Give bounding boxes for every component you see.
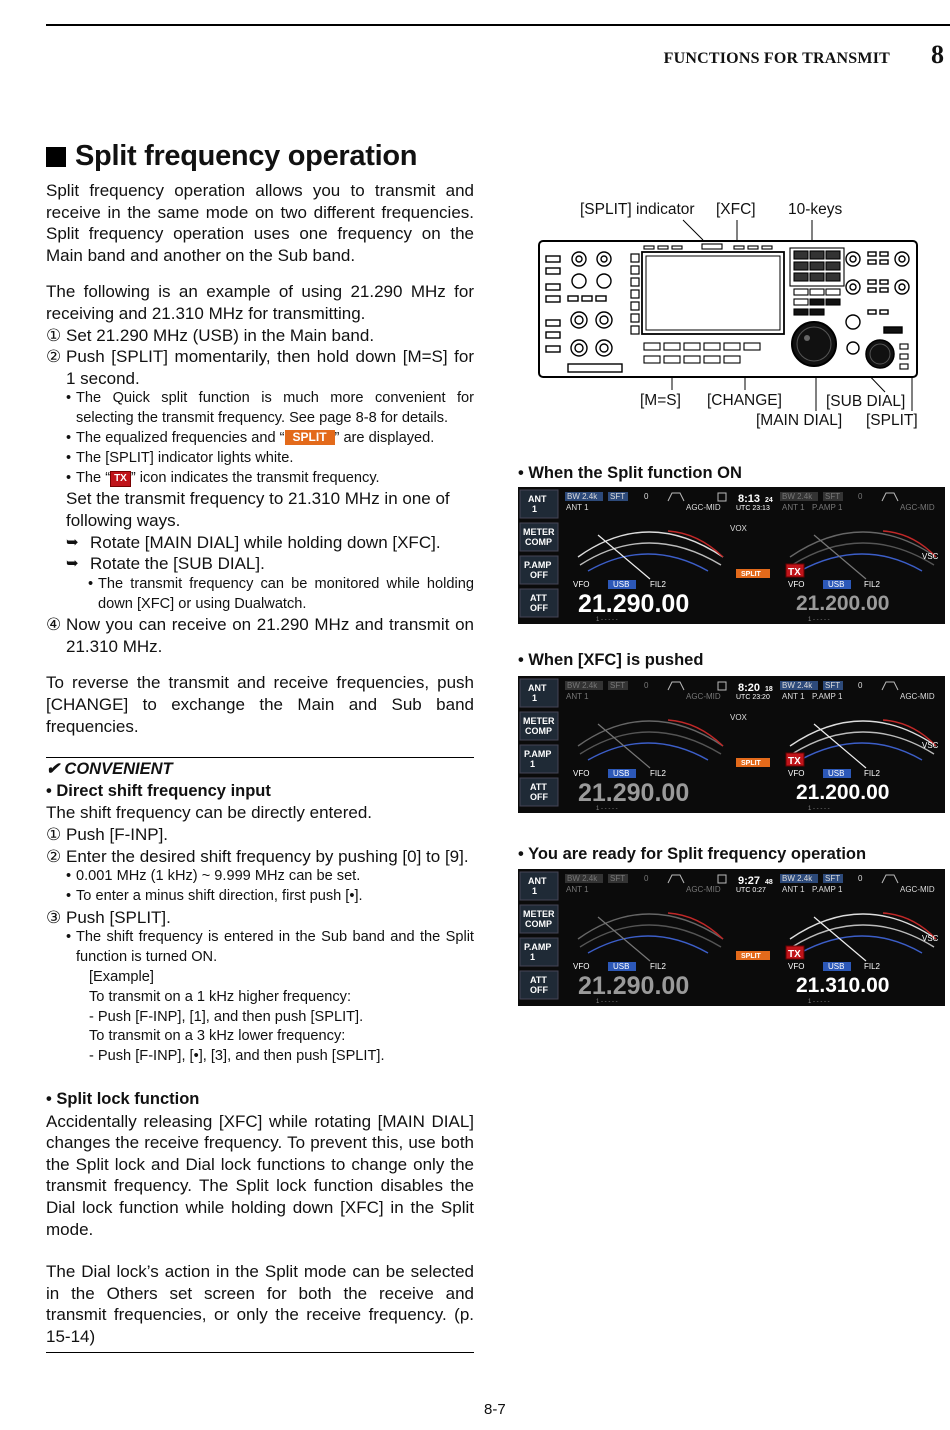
example-line: - Push [F-INP], [•], [3], and then push [SPLIT]. [89, 1048, 385, 1065]
conv-step-2: ② Enter the desired shift frequency by pushing [0] to [9]. [46, 846, 469, 866]
tx-badge: TX [110, 471, 131, 487]
sub-sft-value: 0 [858, 681, 863, 690]
screen-caption: • When the Split function ON [518, 464, 742, 482]
ant-key-value: 1 [532, 504, 538, 514]
top-rule [46, 24, 950, 26]
label-10-keys: 10-keys [788, 201, 843, 218]
transceiver-screen [518, 487, 945, 624]
split-tag: SPLIT [741, 953, 761, 960]
clock-seconds: 24 [765, 497, 773, 504]
meter-key: METER [523, 716, 555, 726]
convenient-rule [46, 757, 474, 758]
step-2: ② Push [SPLIT] momentarily, then hold down [M=S] for 1 second. [46, 347, 474, 388]
sub-vsc-label: VSC [922, 552, 939, 561]
sft-label: SFT [610, 874, 626, 883]
ant-key-value: 1 [532, 886, 538, 896]
mode-label: USB [613, 962, 630, 971]
meter-key: METER [523, 909, 555, 919]
example-label: [Example] [89, 969, 154, 986]
main-frequency: 21.290.00 [578, 590, 690, 618]
main-frequency: 21.290.00 [578, 779, 690, 807]
intro-paragraph: Split frequency operation allows you to transmit and receive in the same mode on two different frequencies. Split frequency operation uses one frequency on the Main band and another on the Sub band. [46, 181, 474, 265]
pamp-key-value: OFF [530, 570, 548, 580]
split-lock-heading: • Split lock function [46, 1090, 200, 1108]
ant-key-value: 1 [532, 693, 538, 703]
split-lock-text: Accidentally releasing [XFC] while rotating [MAIN DIAL] changes the receive frequency. To prevent this, use both the Split lock and Dial lock functions to change only the transmit frequency. The Split lock function disables the Dial lock function while holding down [XFC] in the Split mode. [46, 1111, 474, 1239]
clock-time: 8:13 [738, 493, 761, 505]
method-main-dial: ➥ Rotate [MAIN DIAL] while holding down [XFC]. [66, 532, 441, 552]
vfo-label: VFO [573, 580, 590, 589]
utc-time: UTC 0:27 [736, 887, 766, 894]
att-key: ATT [530, 782, 547, 792]
memory-dashes: 1 - - - - - [596, 999, 618, 1005]
screen-caption: • When [XFC] is pushed [518, 651, 704, 669]
sub-memory-dashes: 1 - - - - - [808, 617, 830, 623]
clock-time: 9:27 [738, 875, 761, 887]
running-header: FUNCTIONS FOR TRANSMIT [663, 50, 890, 67]
att-key-value: OFF [530, 603, 548, 613]
vox-label: VOX [730, 524, 747, 533]
reverse-paragraph: To reverse the transmit and receive frequencies, push [CHANGE] to exchange the Main and Sub band frequencies. [46, 673, 474, 736]
sub-sft-value: 0 [858, 492, 863, 501]
sub-mode-label: USB [828, 580, 845, 589]
meter-key-value: COMP [525, 726, 552, 736]
ant-key: ANT [528, 683, 547, 693]
ant1-label: ANT 1 [566, 692, 589, 701]
split-tag: SPLIT [741, 760, 761, 767]
pamp-key: P.AMP [524, 942, 552, 952]
filter-label: FIL2 [650, 769, 667, 778]
sub-ant1-label: ANT 1 [782, 503, 805, 512]
sft-value: 0 [644, 492, 649, 501]
sub-frequency: 21.200.00 [796, 592, 890, 615]
bullet-quick-split: • The Quick split function is much more convenient for selecting the transmit frequency. See page 8-8 for details. [66, 390, 474, 427]
screen-svg [518, 869, 945, 1006]
sft-label: SFT [610, 492, 626, 501]
direct-shift-text: The shift frequency can be directly entered. [46, 803, 373, 823]
screen-svg [518, 487, 945, 624]
sub-vfo-label: VFO [788, 962, 805, 971]
vox-label: VOX [730, 713, 747, 722]
tx-tag: TX [788, 567, 801, 578]
example-line: To transmit on a 3 kHz lower frequency: [89, 1028, 346, 1045]
split-badge: SPLIT [285, 430, 335, 445]
sub-pamp-label: P.AMP 1 [812, 885, 843, 894]
bullet-tx-icon: • The “ TX ” icon indicates the transmit frequency. [66, 469, 380, 486]
label-main-dial: [MAIN DIAL] [756, 412, 843, 429]
sub-vsc-label: VSC [922, 934, 939, 943]
sub-agc-label: AGC-MID [900, 692, 935, 701]
sub-mode-label: USB [828, 769, 845, 778]
conv-bullet-range: • 0.001 MHz (1 kHz) ~ 9.999 MHz can be set. [66, 868, 361, 885]
step-1: ① Set 21.290 MHz (USB) in the Main band. [46, 325, 375, 345]
tx-tag: TX [788, 949, 801, 960]
convenient-bottom-rule [46, 1352, 474, 1353]
label-change: [CHANGE] [707, 392, 782, 409]
conv-step-3: ③ Push [SPLIT]. [46, 907, 171, 927]
tx-tag: TX [788, 756, 801, 767]
memory-dashes: 1 - - - - - [596, 806, 618, 812]
label-sub-dial: [SUB DIAL] [826, 393, 906, 410]
ant-key: ANT [528, 876, 547, 886]
sub-sft-label: SFT [825, 874, 841, 883]
sub-memory-dashes: 1 - - - - - [808, 806, 830, 812]
label-split-indicator: [SPLIT] indicator [580, 201, 695, 218]
memory-dashes: 1 - - - - - [596, 617, 618, 623]
left-column [46, 180, 474, 1353]
section-title-text: Split frequency operation [75, 140, 418, 172]
att-key: ATT [530, 593, 547, 603]
method-sub-dial: ➥ Rotate the [SUB DIAL]. [66, 554, 265, 574]
screen-svg [518, 676, 945, 813]
utc-time: UTC 23:13 [736, 505, 770, 512]
example-intro: The following is an example of using 21.290 MHz for receiving and 21.310 MHz for transmitting. [46, 282, 474, 323]
sub-pamp-label: P.AMP 1 [812, 692, 843, 701]
sub-filter-label: FIL2 [864, 962, 881, 971]
sub-agc-label: AGC-MID [900, 503, 935, 512]
step-4: ④ Now you can receive on 21.290 MHz and transmit on 21.310 MHz. [46, 615, 474, 656]
meter-key: METER [523, 527, 555, 537]
clock-seconds: 48 [765, 879, 773, 886]
step-3: Set the transmit frequency to 21.310 MHz in one of following ways. [66, 489, 450, 530]
sub-vfo-label: VFO [788, 580, 805, 589]
sub-memory-dashes: 1 - - - - - [808, 999, 830, 1005]
ant-key: ANT [528, 494, 547, 504]
vfo-label: VFO [573, 962, 590, 971]
sub-sft-value: 0 [858, 874, 863, 883]
clock-seconds: 18 [765, 686, 773, 693]
meter-key-value: COMP [525, 537, 552, 547]
pamp-key-value: 1 [530, 952, 536, 962]
arrow-right-icon: ➥ [66, 555, 79, 573]
sub-bw-label: BW 2.4k [782, 681, 813, 690]
bullet-indicator: • The [SPLIT] indicator lights white. [66, 449, 294, 466]
page-number: 8-7 [484, 1401, 506, 1418]
sub-ant1-label: ANT 1 [782, 885, 805, 894]
split-tag: SPLIT [741, 571, 761, 578]
att-key: ATT [530, 975, 547, 985]
dial-lock-text: The Dial lock’s action in the Split mode can be selected in the Others set screen for both the receive and transmit frequencies, or only the receive frequency. (p. 15-14) [46, 1262, 474, 1346]
sub-bw-label: BW 2.4k [782, 874, 813, 883]
transceiver-front-panel [538, 240, 918, 378]
example-line: To transmit on a 1 kHz higher frequency: [89, 988, 352, 1005]
sft-value: 0 [644, 681, 649, 690]
conv-step-1: ① Push [F-INP]. [46, 825, 169, 845]
bw-label: BW 2.4k [567, 492, 598, 501]
sub-vfo-label: VFO [788, 769, 805, 778]
screen-caption: • You are ready for Split frequency operation [518, 845, 867, 863]
pamp-key: P.AMP [524, 560, 552, 570]
ant1-label: ANT 1 [566, 885, 589, 894]
filter-label: FIL2 [650, 580, 667, 589]
arrow-right-icon: ➥ [66, 533, 79, 551]
sub-bw-label: BW 2.4k [782, 492, 813, 501]
bullet-equalized: • The equalized frequencies and “ SPLIT ” are displayed. [66, 429, 435, 446]
mode-label: USB [613, 769, 630, 778]
agc-label: AGC-MID [686, 692, 721, 701]
pamp-key: P.AMP [524, 749, 552, 759]
section-title [46, 140, 417, 173]
att-key-value: OFF [530, 792, 548, 802]
sub-filter-label: FIL2 [864, 580, 881, 589]
sub-mode-label: USB [828, 962, 845, 971]
vfo-label: VFO [573, 769, 590, 778]
filter-label: FIL2 [650, 962, 667, 971]
meter-key-value: COMP [525, 919, 552, 929]
conv-bullet-entered: • The shift frequency is entered in the Sub band and the Split function is turned ON. [66, 929, 474, 966]
ant1-label: ANT 1 [566, 503, 589, 512]
clock-time: 8:20 [738, 682, 761, 694]
sub-ant1-label: ANT 1 [782, 692, 805, 701]
att-key-value: OFF [530, 985, 548, 995]
agc-label: AGC-MID [686, 503, 721, 512]
sub-agc-label: AGC-MID [900, 885, 935, 894]
transceiver-screen [518, 676, 945, 813]
conv-bullet-minus: • To enter a minus shift direction, first push [•]. [66, 888, 363, 905]
bw-label: BW 2.4k [567, 874, 598, 883]
sft-label: SFT [610, 681, 626, 690]
example-line: - Push [F-INP], [1], and then push [SPLIT]. [89, 1008, 364, 1025]
black-square-icon [46, 147, 66, 167]
transceiver-screen [518, 869, 945, 1006]
label-m-s: [M=S] [640, 392, 681, 409]
utc-time: UTC 23:20 [736, 694, 770, 701]
sub-frequency: 21.310.00 [796, 974, 890, 997]
main-frequency: 21.290.00 [578, 972, 690, 1000]
bullet-monitor: • The transmit frequency can be monitored while holding down [XFC] or using Dualwatch. [88, 575, 474, 612]
pamp-key-value: 1 [530, 759, 536, 769]
sub-vsc-label: VSC [922, 741, 939, 750]
bw-label: BW 2.4k [567, 681, 598, 690]
sub-pamp-label: P.AMP 1 [812, 503, 843, 512]
sub-sft-label: SFT [825, 492, 841, 501]
direct-shift-heading: • Direct shift frequency input [46, 781, 271, 800]
mode-label: USB [613, 580, 630, 589]
sub-filter-label: FIL2 [864, 769, 881, 778]
sub-sft-label: SFT [825, 681, 841, 690]
chapter-number: 8 [931, 40, 944, 69]
label-split: [SPLIT] [866, 412, 918, 429]
sub-frequency: 21.200.00 [796, 781, 890, 804]
convenient-heading: ✔ CONVENIENT [46, 760, 173, 779]
sft-value: 0 [644, 874, 649, 883]
agc-label: AGC-MID [686, 885, 721, 894]
label-xfc: [XFC] [716, 201, 756, 218]
